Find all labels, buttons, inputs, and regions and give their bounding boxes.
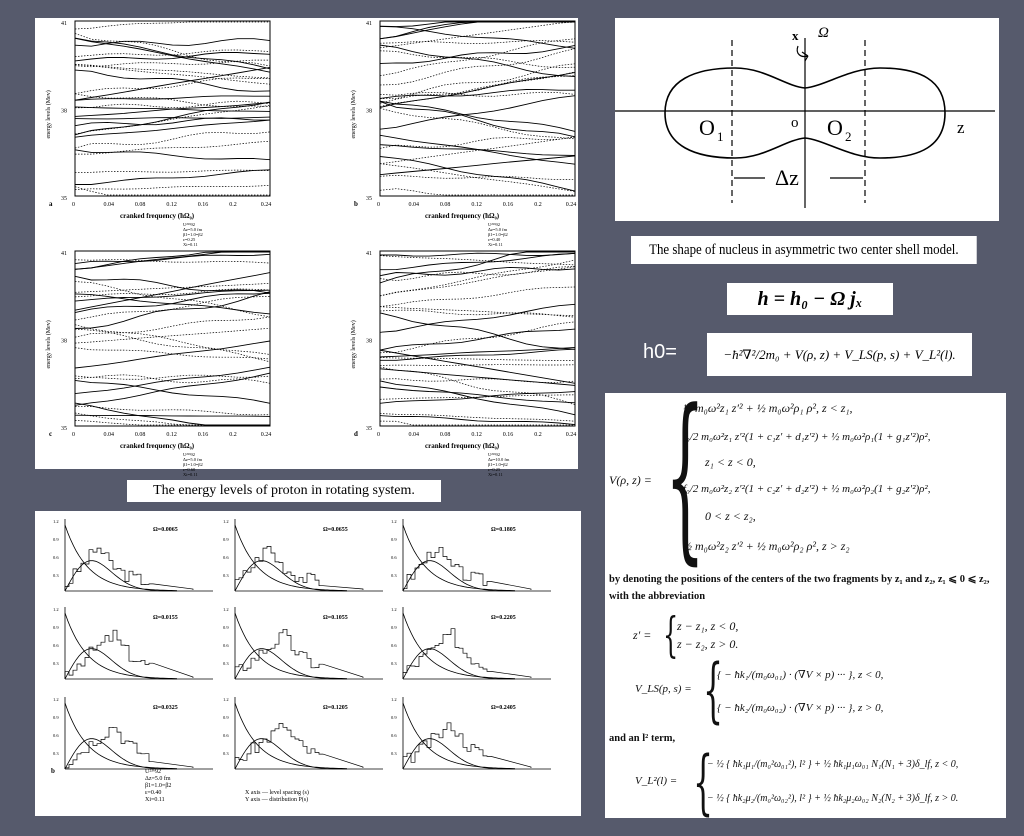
param-line: ε=0.25 bbox=[488, 467, 501, 472]
omega-label: Ω=0.2405 bbox=[491, 705, 516, 711]
energy-level-curve bbox=[75, 296, 270, 320]
energy-level-curve bbox=[380, 22, 575, 39]
omega-label: Ω=0.0155 bbox=[153, 615, 178, 621]
note-l2: and an l² term, bbox=[609, 733, 676, 744]
o1-label: O bbox=[699, 115, 715, 140]
y-tick-label: 0.3 bbox=[53, 661, 59, 666]
energy-level-curve bbox=[75, 103, 270, 117]
zprime-brace: { bbox=[663, 607, 679, 663]
energy-level-curve bbox=[75, 38, 270, 69]
energy-level-curve bbox=[75, 420, 270, 425]
y-tick-label: 38 bbox=[366, 338, 372, 345]
level-spacing-figure bbox=[35, 511, 581, 816]
wigner-curve bbox=[65, 649, 177, 679]
wigner-curve bbox=[403, 649, 515, 679]
energy-level-curve bbox=[75, 39, 270, 47]
energy-level-curve bbox=[75, 375, 270, 384]
y-tick-label: 0.9 bbox=[53, 625, 59, 630]
h0-label: h0= bbox=[643, 341, 677, 363]
energy-level-curve bbox=[75, 317, 270, 337]
subplot-letter: b bbox=[354, 200, 358, 208]
v-line-3: z₁ < z < 0, bbox=[705, 455, 756, 469]
param-line: Xi=0.11 bbox=[145, 797, 165, 803]
wigner-curve bbox=[235, 739, 347, 769]
energy-level-curve bbox=[380, 156, 575, 175]
histogram-subplot bbox=[223, 519, 383, 591]
x-tick-label: 0.24 bbox=[260, 432, 272, 438]
y-tick-label: 35 bbox=[61, 426, 67, 432]
x-tick-label: 0.04 bbox=[408, 202, 419, 208]
histogram-subplot bbox=[53, 607, 213, 679]
x-axis-label: x bbox=[792, 28, 799, 43]
param-line: Δz=5.0 fm bbox=[183, 457, 203, 462]
x-tick-label: 0.2 bbox=[229, 432, 237, 438]
histogram-subplot bbox=[391, 607, 551, 679]
y-tick-label: 1.2 bbox=[223, 519, 229, 524]
nucleus-shape-diagram bbox=[615, 18, 999, 221]
x-axis-label: cranked frequency (ħΩ₀) bbox=[120, 442, 195, 450]
poisson-curve bbox=[235, 525, 347, 591]
potential-definitions bbox=[605, 372, 1006, 823]
param-line: U²³⁶92 bbox=[488, 452, 501, 457]
y-tick-label: 1.2 bbox=[223, 697, 229, 702]
y-tick-label: 1.2 bbox=[53, 697, 59, 702]
energy-level-curve bbox=[75, 70, 270, 91]
param-line: β1=1.0=β2 bbox=[183, 462, 203, 467]
x-tick-label: 0 bbox=[377, 432, 380, 438]
histogram-subplot bbox=[223, 607, 383, 679]
energy-level-curve bbox=[75, 415, 270, 416]
param-line: β1=1.0=β2 bbox=[488, 462, 508, 467]
x-tick-label: 0.08 bbox=[134, 202, 146, 208]
y-tick-label: 0.9 bbox=[223, 715, 229, 720]
o1-subscript: 1 bbox=[717, 129, 724, 144]
energy-level-curve bbox=[75, 252, 270, 269]
x-tick-label: 0.16 bbox=[502, 202, 514, 208]
energy-level-curve bbox=[75, 254, 270, 263]
energy-level-curve bbox=[380, 102, 575, 137]
hamiltonian-box: h = h₀ − Ω jₓ bbox=[727, 283, 893, 315]
vls-brace: { bbox=[703, 649, 724, 731]
v-line-6: ½ m₀ω²z₂ z′² + ½ m₀ω²ρ₂ ρ², z > z₂ bbox=[683, 539, 850, 553]
x-tick-label: 0.2 bbox=[534, 202, 542, 208]
param-line: Δz=5.0 fm bbox=[145, 776, 171, 782]
x-tick-label: 0.2 bbox=[229, 202, 237, 208]
energy-level-curve bbox=[380, 90, 575, 99]
param-line: β1=1.0=β2 bbox=[145, 783, 172, 789]
y-axis-label: energy levels (Mev) bbox=[351, 320, 357, 369]
energy-level-curve bbox=[380, 145, 575, 156]
x-tick-label: 0.24 bbox=[565, 202, 577, 208]
energy-level-curve bbox=[75, 60, 270, 67]
x-tick-label: 0.16 bbox=[197, 432, 209, 438]
y-tick-label: 0.6 bbox=[223, 555, 229, 560]
energy-level-curve bbox=[380, 39, 575, 76]
histogram-subplot bbox=[391, 697, 551, 769]
y-tick-label: 0.6 bbox=[53, 643, 59, 648]
omega-label: Ω=0.1805 bbox=[491, 527, 516, 533]
y-tick-label: 0.6 bbox=[391, 733, 397, 738]
y-tick-label: 35 bbox=[366, 196, 372, 202]
y-tick-label: 35 bbox=[61, 196, 67, 202]
param-line: β1=1.0=β2 bbox=[488, 232, 508, 237]
y-tick-label: 1.2 bbox=[53, 607, 59, 612]
x-tick-label: 0.04 bbox=[103, 202, 114, 208]
y-tick-label: 0.6 bbox=[53, 555, 59, 560]
x-tick-label: 0.24 bbox=[260, 202, 272, 208]
y-tick-label: 1.2 bbox=[391, 519, 397, 524]
energy-level-curve bbox=[75, 53, 270, 61]
energy-level-curve bbox=[75, 22, 270, 29]
param-line: U²³⁶92 bbox=[183, 222, 196, 227]
omega-label: Ω=0.0325 bbox=[153, 705, 178, 711]
x-tick-label: 0.04 bbox=[103, 432, 114, 438]
wigner-curve bbox=[403, 739, 515, 769]
y-axis-label: energy levels (Mev) bbox=[46, 320, 52, 369]
energy-level-curve bbox=[380, 310, 575, 317]
param-line: Δz=5.0 fm bbox=[488, 227, 508, 232]
y-axis-label: energy levels (Mev) bbox=[351, 90, 357, 139]
histogram-steps bbox=[235, 629, 363, 679]
omega-label: Ω=0.0065 bbox=[153, 527, 178, 533]
plot-frame bbox=[75, 251, 270, 426]
y-tick-label: 0.6 bbox=[223, 643, 229, 648]
poisson-curve bbox=[403, 613, 515, 679]
energy-level-curve bbox=[380, 416, 575, 425]
energy-level-curve bbox=[75, 252, 270, 269]
energy-level-curve bbox=[75, 187, 270, 195]
energy-level-curve bbox=[380, 256, 575, 265]
x-tick-label: 0 bbox=[377, 202, 380, 208]
omega-label: Ω=0.1205 bbox=[323, 705, 348, 711]
y-tick-label: 0.3 bbox=[391, 751, 397, 756]
v-line-2: f₀/2 m₀ω²z₁ z′²(1 + c₁z′ + d₁z′²) + ½ m₀ω²ρ₁(1 + g₁z′²)ρ², bbox=[683, 431, 931, 443]
plot-frame bbox=[75, 21, 270, 196]
zprime-line-2: z − z₂, z > 0. bbox=[677, 637, 739, 651]
x-tick-label: 0.08 bbox=[439, 202, 451, 208]
x-tick-label: 0 bbox=[72, 202, 75, 208]
energy-level-curve bbox=[380, 287, 575, 307]
energy-level-curve bbox=[380, 45, 575, 76]
wigner-curve bbox=[235, 649, 347, 679]
energy-level-curve bbox=[75, 325, 270, 355]
zprime-lhs: z′ = bbox=[633, 628, 652, 642]
y-tick-label: 0.3 bbox=[53, 573, 59, 578]
energy-level-curve bbox=[75, 380, 270, 403]
energy-level-curve bbox=[380, 96, 575, 130]
x-axis-label: cranked frequency (ħΩ₀) bbox=[425, 212, 500, 220]
energy-level-curve bbox=[75, 328, 270, 343]
y-tick-label: 0.9 bbox=[223, 625, 229, 630]
energy-level-curve bbox=[380, 365, 575, 366]
energy-subplot-a bbox=[45, 21, 271, 247]
rotation-arrow-icon bbox=[797, 46, 808, 61]
energy-level-curve bbox=[75, 78, 270, 94]
y-tick-label: 1.2 bbox=[391, 697, 397, 702]
x-tick-label: 0.12 bbox=[166, 202, 177, 208]
param-line: Xi=0.11 bbox=[488, 472, 503, 477]
z-axis-label: z bbox=[957, 118, 965, 137]
note-centers: by denoting the positions of the centers of the two fragments by z₁ and z₂, z₁ ⩽ 0 ⩽ z₂, bbox=[609, 574, 990, 585]
subplot-letter: a bbox=[49, 200, 53, 208]
energy-level-curve bbox=[380, 45, 575, 63]
y-tick-label: 0.3 bbox=[53, 751, 59, 756]
param-line: ε=0.40 bbox=[488, 237, 501, 242]
y-tick-label: 0.9 bbox=[391, 537, 397, 542]
energy-level-curve bbox=[75, 348, 270, 359]
x-tick-label: 0 bbox=[72, 432, 75, 438]
energy-level-curve bbox=[75, 282, 270, 317]
v-brace: { bbox=[665, 372, 706, 581]
y-tick-label: 0.3 bbox=[391, 573, 397, 578]
y-tick-label: 38 bbox=[366, 108, 372, 115]
energy-level-curve bbox=[380, 49, 575, 85]
x-tick-label: 0.16 bbox=[197, 202, 209, 208]
param-line: ε=0.25 bbox=[183, 237, 196, 242]
y-tick-label: 0.9 bbox=[53, 715, 59, 720]
x-tick-label: 0.08 bbox=[439, 432, 451, 438]
energy-level-curve bbox=[380, 322, 575, 353]
legend-line: X axis — level spacing (s) bbox=[245, 790, 309, 796]
x-tick-label: 0.16 bbox=[502, 432, 514, 438]
y-tick-label: 0.9 bbox=[391, 715, 397, 720]
energy-level-curve bbox=[380, 379, 575, 383]
energy-level-curve bbox=[75, 375, 270, 379]
shape-caption: The shape of nucleus in asymmetric two center shell model. bbox=[631, 236, 977, 264]
energy-subplot-d bbox=[350, 251, 576, 477]
o2-label: O bbox=[827, 115, 843, 140]
energy-level-curve bbox=[75, 96, 270, 100]
vl2-lhs: V_L²(l) = bbox=[635, 775, 678, 787]
delta-z-label: Δz bbox=[775, 165, 799, 190]
poisson-curve bbox=[403, 525, 515, 591]
y-tick-label: 41 bbox=[61, 251, 67, 257]
energy-level-curve bbox=[75, 413, 270, 425]
histogram-subplot bbox=[223, 697, 383, 769]
v-line-4: f₀/2 m₀ω²z₂ z′²(1 + c₂z′ + d₂z′²) + ½ m₀ω²ρ₂(1 + g₂z′²)ρ², bbox=[683, 483, 931, 495]
vls-line-1: { − ħk₁/(m₀ω₀₁) · (∇V × p) ··· }, z < 0, bbox=[717, 669, 884, 681]
y-tick-label: 38 bbox=[61, 338, 67, 345]
zprime-line-1: z − z₁, z < 0, bbox=[677, 619, 739, 633]
param-line: U²³⁶92 bbox=[145, 769, 162, 775]
vl2-brace: { bbox=[693, 741, 714, 823]
param-line: ε=0.60 bbox=[183, 467, 196, 472]
energy-subplot-c bbox=[45, 251, 271, 477]
energy-level-curve bbox=[380, 101, 575, 131]
energy-level-curve bbox=[75, 185, 270, 189]
x-axis-label: cranked frequency (ħΩ₀) bbox=[425, 442, 500, 450]
energy-level-curve bbox=[75, 407, 270, 415]
y-tick-label: 0.9 bbox=[223, 537, 229, 542]
histogram-steps bbox=[403, 629, 531, 679]
poisson-curve bbox=[65, 613, 177, 679]
energy-level-curve bbox=[380, 164, 575, 192]
o2-subscript: 2 bbox=[845, 129, 852, 144]
y-tick-label: 35 bbox=[366, 426, 372, 432]
y-tick-label: 41 bbox=[366, 21, 372, 27]
x-tick-label: 0.2 bbox=[534, 432, 542, 438]
param-line: Xi=0.11 bbox=[488, 242, 503, 247]
param-line: U²³⁶92 bbox=[488, 222, 501, 227]
histogram-letter: b bbox=[51, 767, 55, 775]
vls-line-2: { − ħk₂/(m₀ω₀₂) · (∇V × p) ··· }, z > 0, bbox=[717, 702, 884, 714]
y-tick-label: 38 bbox=[61, 108, 67, 115]
x-axis-label: cranked frequency (ħΩ₀) bbox=[120, 212, 195, 220]
param-line: Xi=0.11 bbox=[183, 472, 198, 477]
y-tick-label: 0.3 bbox=[223, 751, 229, 756]
param-line: Δz=10.0 fm bbox=[488, 457, 510, 462]
subplot-letter: d bbox=[354, 430, 358, 438]
param-line: β1=1.0=β2 bbox=[183, 232, 203, 237]
poisson-curve bbox=[65, 525, 177, 591]
histogram-subplot bbox=[391, 519, 551, 591]
h0-formula-box: −ħ²∇²/2m₀ + V(ρ, z) + V_LS(p, s) + V_L²(l). bbox=[707, 333, 972, 376]
energy-level-curve bbox=[380, 304, 575, 332]
energy-level-curve bbox=[380, 369, 575, 386]
subplot-letter: c bbox=[49, 430, 53, 438]
vls-lhs: V_LS(p, s) = bbox=[635, 683, 692, 695]
energy-level-curve bbox=[75, 367, 270, 393]
vl2-line-1: − ½ { ħk₁μ₁/(m₀²ω₀₁²), l² } + ½ ħk₁μ₁ω₀₁ N₁(N₁ + 3)δ_lf, z < 0, bbox=[707, 759, 959, 770]
omega-label: Ω=0.2205 bbox=[491, 615, 516, 621]
y-axis-label: energy levels (Mev) bbox=[46, 90, 52, 139]
energy-level-curve bbox=[75, 373, 270, 405]
energy-level-curve bbox=[380, 349, 575, 360]
y-tick-label: 1.2 bbox=[391, 607, 397, 612]
y-tick-label: 0.9 bbox=[53, 537, 59, 542]
x-tick-label: 0.12 bbox=[471, 202, 482, 208]
histogram-subplot bbox=[53, 519, 213, 591]
origin-label: o bbox=[791, 115, 799, 131]
energy-level-curve bbox=[380, 267, 575, 281]
y-tick-label: 0.6 bbox=[391, 555, 397, 560]
energy-level-curve bbox=[380, 189, 575, 195]
y-tick-label: 41 bbox=[61, 21, 67, 27]
y-tick-label: 0.6 bbox=[53, 733, 59, 738]
energy-level-curve bbox=[380, 26, 575, 48]
vl2-line-2: − ½ { ħk₂μ₂/(m₀²ω₀₂²), l² } + ½ ħk₂μ₂ω₀₂ N₂(N₂ + 3)δ_lf, z > 0. bbox=[707, 793, 959, 804]
x-tick-label: 0.12 bbox=[471, 432, 482, 438]
energy-level-curve bbox=[75, 38, 270, 72]
omega-label: Ω=0.1055 bbox=[323, 615, 348, 621]
x-tick-label: 0.24 bbox=[565, 432, 577, 438]
y-tick-label: 0.3 bbox=[223, 661, 229, 666]
energy-level-curve bbox=[380, 22, 575, 27]
energy-subplot-b bbox=[350, 21, 576, 247]
energy-caption: The energy levels of proton in rotating system. bbox=[127, 480, 441, 502]
x-tick-label: 0.12 bbox=[166, 432, 177, 438]
y-tick-label: 1.2 bbox=[223, 607, 229, 612]
y-tick-label: 0.3 bbox=[391, 661, 397, 666]
y-tick-label: 1.2 bbox=[53, 519, 59, 524]
omega-label: Ω=0.0655 bbox=[323, 527, 348, 533]
energy-level-curve bbox=[380, 157, 575, 192]
energy-level-curve bbox=[75, 67, 270, 100]
x-tick-label: 0.04 bbox=[408, 432, 419, 438]
energy-level-curve bbox=[380, 175, 575, 179]
histogram-steps bbox=[65, 630, 193, 679]
y-tick-label: 0.6 bbox=[391, 643, 397, 648]
param-line: Xi=0.11 bbox=[183, 242, 198, 247]
energy-level-curve bbox=[75, 273, 270, 311]
energy-level-curve bbox=[75, 403, 270, 425]
wigner-curve bbox=[65, 561, 177, 591]
nucleus-shape-figure bbox=[615, 18, 999, 221]
y-tick-label: 0.3 bbox=[223, 573, 229, 578]
legend-line: Y axis — distribution P(s) bbox=[245, 797, 309, 803]
energy-level-curve bbox=[75, 170, 270, 185]
x-tick-label: 0.08 bbox=[134, 432, 146, 438]
param-line: U²³⁶92 bbox=[183, 452, 196, 457]
energy-level-curve bbox=[75, 150, 270, 160]
v-line-1: ½ m₀ω²z₁ z′² + ½ m₀ω²ρ₁ ρ², z < z₁, bbox=[683, 401, 853, 415]
note-abbrev: with the abbreviation bbox=[609, 591, 706, 602]
energy-levels-plots bbox=[35, 18, 578, 477]
omega-label: Ω bbox=[818, 25, 829, 41]
y-tick-label: 0.9 bbox=[391, 625, 397, 630]
level-spacing-histograms bbox=[35, 511, 581, 816]
v-line-5: 0 < z < z₂, bbox=[705, 509, 756, 523]
energy-levels-figure bbox=[35, 18, 578, 477]
energy-level-curve bbox=[380, 414, 575, 422]
y-tick-label: 41 bbox=[366, 251, 372, 257]
histogram-subplot bbox=[53, 697, 213, 769]
energy-level-curve bbox=[380, 22, 575, 39]
param-line: ε=0.40 bbox=[145, 790, 162, 796]
v-lhs: V(ρ, z) = bbox=[609, 473, 652, 487]
y-tick-label: 0.6 bbox=[223, 733, 229, 738]
param-line: Δz=5.0 fm bbox=[183, 227, 203, 232]
